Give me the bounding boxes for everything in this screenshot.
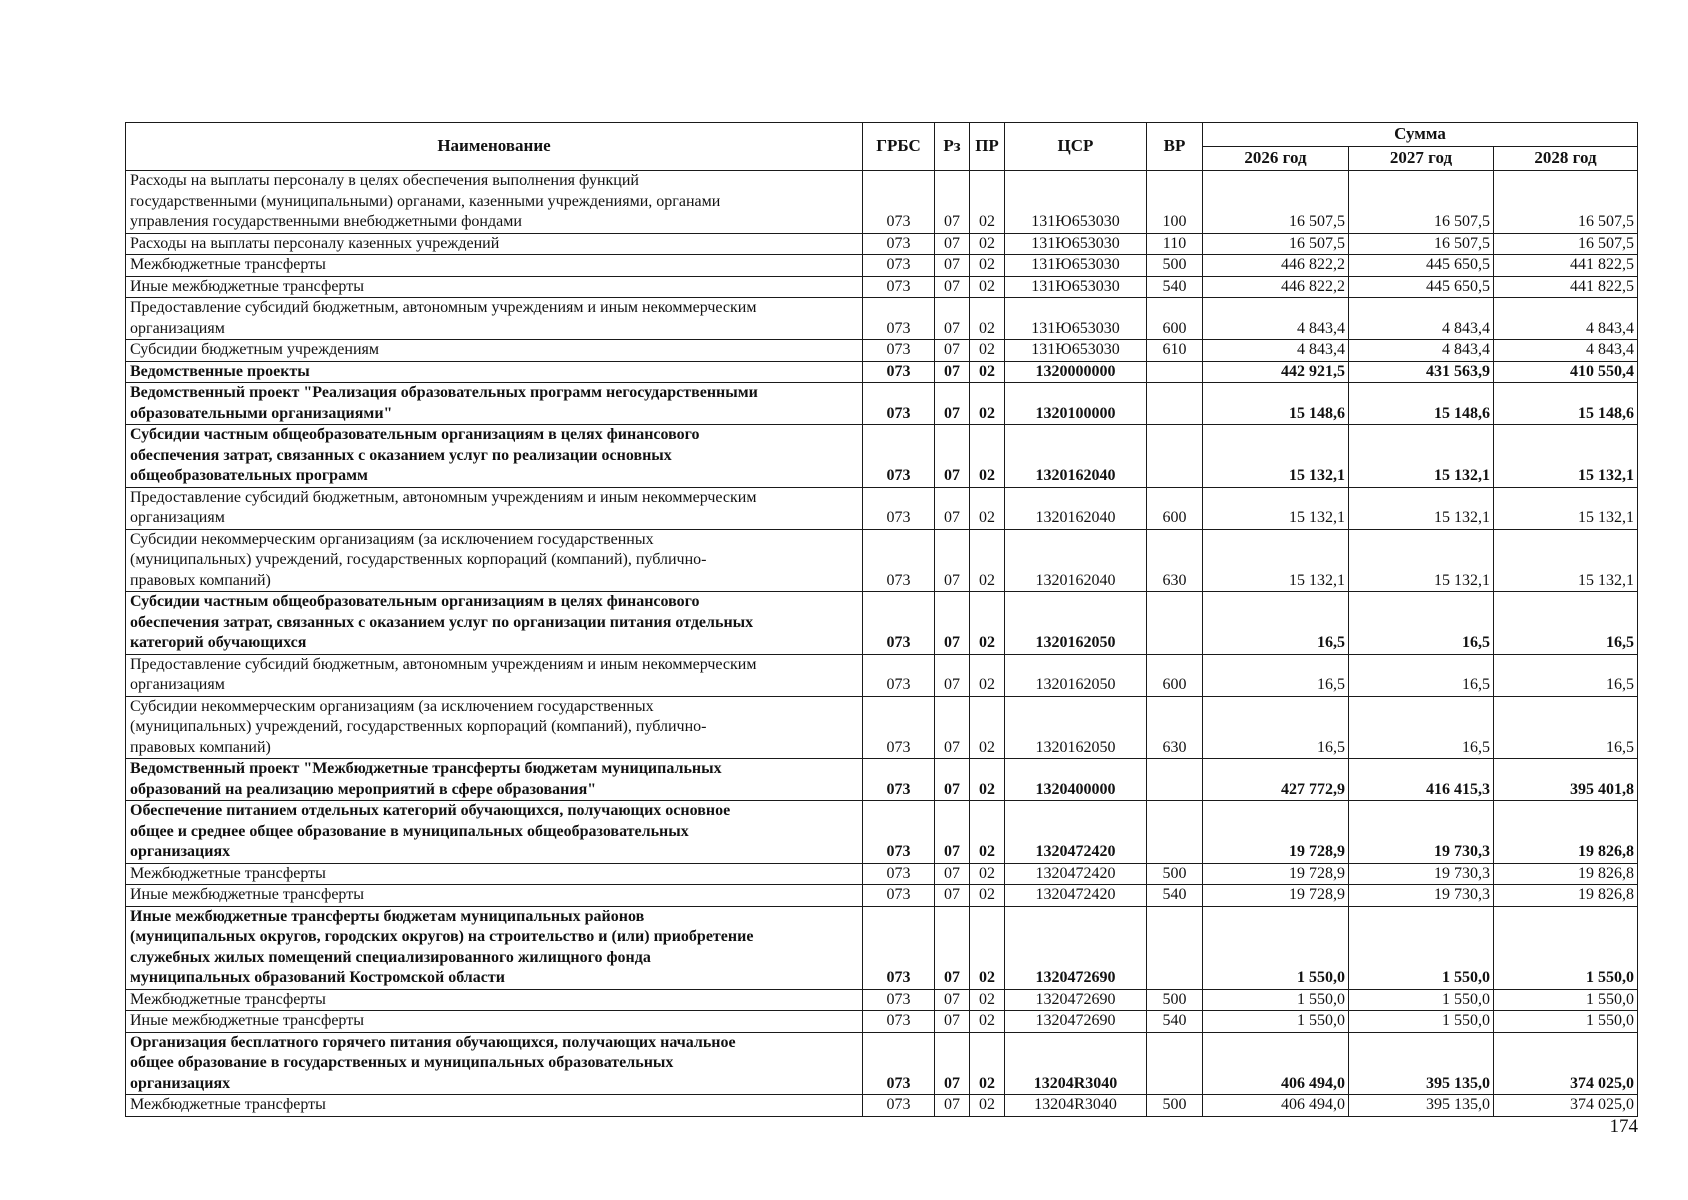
cell-2027: 15 148,6 [1349, 383, 1494, 425]
cell-rz: 07 [935, 863, 970, 885]
cell-name: Организация бесплатного горячего питания обучающихся, получающих начальное общее образование в государственных и муниципальных образовательных организациях [126, 1032, 863, 1095]
cell-name: Субсидии частным общеобразовательным организациям в целях финансового обеспечения затрат, связанных с оказанием услуг по реализации основных общеобразовательных программ [126, 425, 863, 488]
cell-grbs: 073 [863, 759, 935, 801]
cell-csr: 1320162050 [1005, 592, 1147, 655]
cell-csr: 131Ю653030 [1005, 255, 1147, 277]
cell-vr [1147, 425, 1203, 488]
cell-2027: 1 550,0 [1349, 989, 1494, 1011]
cell-csr: 13204R3040 [1005, 1095, 1147, 1117]
cell-2028: 441 822,5 [1494, 255, 1638, 277]
cell-vr: 600 [1147, 298, 1203, 340]
cell-vr: 600 [1147, 654, 1203, 696]
cell-2028: 19 826,8 [1494, 885, 1638, 907]
cell-name: Иные межбюджетные трансферты [126, 885, 863, 907]
cell-grbs: 073 [863, 1032, 935, 1095]
cell-rz: 07 [935, 592, 970, 655]
cell-2028: 19 826,8 [1494, 801, 1638, 864]
cell-csr: 1320400000 [1005, 759, 1147, 801]
cell-vr: 540 [1147, 885, 1203, 907]
cell-2028: 15 132,1 [1494, 487, 1638, 529]
header-pr: ПР [970, 123, 1005, 171]
cell-rz: 07 [935, 1095, 970, 1117]
cell-rz: 07 [935, 885, 970, 907]
cell-name: Иные межбюджетные трансферты [126, 276, 863, 298]
cell-pr: 02 [970, 425, 1005, 488]
header-csr: ЦСР [1005, 123, 1147, 171]
table-row [126, 906, 1638, 989]
cell-vr: 500 [1147, 863, 1203, 885]
cell-2027: 16,5 [1349, 696, 1494, 759]
table-row [126, 592, 1638, 655]
cell-2027: 16 507,5 [1349, 171, 1494, 234]
cell-name: Субсидии бюджетным учреждениям [126, 340, 863, 362]
cell-csr: 131Ю653030 [1005, 171, 1147, 234]
header-2026: 2026 год [1203, 147, 1349, 171]
cell-pr: 02 [970, 801, 1005, 864]
cell-2027: 445 650,5 [1349, 276, 1494, 298]
cell-2027: 19 730,3 [1349, 863, 1494, 885]
cell-vr: 500 [1147, 255, 1203, 277]
cell-grbs: 073 [863, 885, 935, 907]
cell-2028: 16 507,5 [1494, 171, 1638, 234]
cell-rz: 07 [935, 298, 970, 340]
cell-2026: 4 843,4 [1203, 298, 1349, 340]
table-row [126, 801, 1638, 864]
cell-pr: 02 [970, 906, 1005, 989]
cell-csr: 1320472420 [1005, 863, 1147, 885]
cell-2026: 16 507,5 [1203, 171, 1349, 234]
cell-rz: 07 [935, 361, 970, 383]
cell-csr: 1320472690 [1005, 989, 1147, 1011]
cell-2026: 15 132,1 [1203, 487, 1349, 529]
cell-2026: 16,5 [1203, 654, 1349, 696]
cell-vr: 540 [1147, 1011, 1203, 1033]
table-row [126, 276, 1638, 298]
cell-csr: 131Ю653030 [1005, 233, 1147, 255]
cell-2026: 446 822,2 [1203, 276, 1349, 298]
cell-csr: 1320162040 [1005, 487, 1147, 529]
cell-csr: 131Ю653030 [1005, 276, 1147, 298]
cell-2027: 1 550,0 [1349, 906, 1494, 989]
cell-rz: 07 [935, 171, 970, 234]
cell-vr: 630 [1147, 529, 1203, 592]
cell-rz: 07 [935, 276, 970, 298]
cell-grbs: 073 [863, 654, 935, 696]
cell-2026: 16 507,5 [1203, 233, 1349, 255]
table-row [126, 383, 1638, 425]
table-body [126, 171, 1638, 1117]
cell-rz: 07 [935, 801, 970, 864]
cell-2026: 4 843,4 [1203, 340, 1349, 362]
cell-rz: 07 [935, 906, 970, 989]
cell-grbs: 073 [863, 989, 935, 1011]
header-sum: Сумма [1203, 123, 1638, 147]
table-row [126, 1095, 1638, 1117]
cell-name: Субсидии некоммерческим организациям (за исключением государственных (муниципальных) учреждений, государственных корпораций (компаний), публично- правовых компаний) [126, 529, 863, 592]
cell-grbs: 073 [863, 696, 935, 759]
cell-name: Ведомственный проект "Реализация образовательных программ негосударственными образовательными организациями" [126, 383, 863, 425]
cell-name: Межбюджетные трансферты [126, 255, 863, 277]
cell-vr: 500 [1147, 989, 1203, 1011]
table-header [126, 123, 1638, 171]
cell-2026: 19 728,9 [1203, 801, 1349, 864]
table-row [126, 885, 1638, 907]
cell-name: Расходы на выплаты персоналу в целях обеспечения выполнения функций государственными (муниципальными) органами, казенными учреждениями, органами управления государственными внебюджетными фондами [126, 171, 863, 234]
cell-2026: 427 772,9 [1203, 759, 1349, 801]
cell-2026: 446 822,2 [1203, 255, 1349, 277]
table-row [126, 487, 1638, 529]
cell-name: Ведомственный проект "Межбюджетные трансферты бюджетам муниципальных образований на реализацию мероприятий в сфере образования" [126, 759, 863, 801]
cell-rz: 07 [935, 1011, 970, 1033]
cell-grbs: 073 [863, 487, 935, 529]
cell-vr [1147, 906, 1203, 989]
cell-rz: 07 [935, 529, 970, 592]
cell-rz: 07 [935, 989, 970, 1011]
budget-table [125, 122, 1638, 1117]
table-row [126, 425, 1638, 488]
cell-rz: 07 [935, 487, 970, 529]
cell-grbs: 073 [863, 906, 935, 989]
cell-pr: 02 [970, 383, 1005, 425]
cell-2028: 16 507,5 [1494, 233, 1638, 255]
cell-2028: 441 822,5 [1494, 276, 1638, 298]
cell-2026: 19 728,9 [1203, 863, 1349, 885]
cell-2027: 19 730,3 [1349, 801, 1494, 864]
cell-pr: 02 [970, 863, 1005, 885]
cell-2027: 16,5 [1349, 654, 1494, 696]
cell-name: Межбюджетные трансферты [126, 863, 863, 885]
cell-grbs: 073 [863, 361, 935, 383]
cell-name: Межбюджетные трансферты [126, 1095, 863, 1117]
cell-2026: 19 728,9 [1203, 885, 1349, 907]
cell-name: Предоставление субсидий бюджетным, автономным учреждениям и иным некоммерческим организациям [126, 487, 863, 529]
cell-csr: 1320472420 [1005, 885, 1147, 907]
table-row [126, 529, 1638, 592]
cell-pr: 02 [970, 233, 1005, 255]
cell-rz: 07 [935, 696, 970, 759]
cell-rz: 07 [935, 383, 970, 425]
cell-2028: 15 132,1 [1494, 529, 1638, 592]
cell-grbs: 073 [863, 340, 935, 362]
table-row [126, 989, 1638, 1011]
cell-vr: 100 [1147, 171, 1203, 234]
cell-2028: 15 148,6 [1494, 383, 1638, 425]
cell-name: Субсидии некоммерческим организациям (за исключением государственных (муниципальных) учреждений, государственных корпораций (компаний), публично- правовых компаний) [126, 696, 863, 759]
cell-vr: 110 [1147, 233, 1203, 255]
cell-vr [1147, 1032, 1203, 1095]
cell-vr: 630 [1147, 696, 1203, 759]
cell-rz: 07 [935, 654, 970, 696]
cell-vr: 600 [1147, 487, 1203, 529]
cell-grbs: 073 [863, 383, 935, 425]
table-row [126, 233, 1638, 255]
cell-2028: 15 132,1 [1494, 425, 1638, 488]
cell-pr: 02 [970, 298, 1005, 340]
cell-2027: 15 132,1 [1349, 529, 1494, 592]
cell-2028: 1 550,0 [1494, 1011, 1638, 1033]
cell-rz: 07 [935, 759, 970, 801]
header-2027: 2027 год [1349, 147, 1494, 171]
cell-2026: 1 550,0 [1203, 989, 1349, 1011]
cell-vr [1147, 361, 1203, 383]
cell-grbs: 073 [863, 1095, 935, 1117]
cell-2027: 19 730,3 [1349, 885, 1494, 907]
cell-2028: 4 843,4 [1494, 298, 1638, 340]
cell-csr: 1320000000 [1005, 361, 1147, 383]
cell-pr: 02 [970, 340, 1005, 362]
cell-grbs: 073 [863, 276, 935, 298]
cell-csr: 13204R3040 [1005, 1032, 1147, 1095]
cell-2027: 4 843,4 [1349, 340, 1494, 362]
cell-2027: 15 132,1 [1349, 425, 1494, 488]
cell-csr: 1320472690 [1005, 1011, 1147, 1033]
cell-2027: 16 507,5 [1349, 233, 1494, 255]
table-row [126, 171, 1638, 234]
cell-2027: 431 563,9 [1349, 361, 1494, 383]
cell-2028: 374 025,0 [1494, 1095, 1638, 1117]
cell-2028: 1 550,0 [1494, 989, 1638, 1011]
cell-grbs: 073 [863, 801, 935, 864]
page-number: 174 [1609, 1116, 1638, 1137]
cell-grbs: 073 [863, 529, 935, 592]
cell-rz: 07 [935, 255, 970, 277]
cell-2028: 410 550,4 [1494, 361, 1638, 383]
table-row [126, 863, 1638, 885]
cell-name: Ведомственные проекты [126, 361, 863, 383]
header-rz: Рз [935, 123, 970, 171]
header-2028: 2028 год [1494, 147, 1638, 171]
cell-rz: 07 [935, 340, 970, 362]
cell-grbs: 073 [863, 233, 935, 255]
table-row [126, 696, 1638, 759]
table-row [126, 759, 1638, 801]
cell-2026: 16,5 [1203, 592, 1349, 655]
cell-pr: 02 [970, 1032, 1005, 1095]
cell-2027: 395 135,0 [1349, 1095, 1494, 1117]
cell-pr: 02 [970, 989, 1005, 1011]
cell-rz: 07 [935, 233, 970, 255]
header-vr: ВР [1147, 123, 1203, 171]
cell-2027: 1 550,0 [1349, 1011, 1494, 1033]
cell-2028: 1 550,0 [1494, 906, 1638, 989]
cell-grbs: 073 [863, 255, 935, 277]
cell-pr: 02 [970, 885, 1005, 907]
cell-2027: 395 135,0 [1349, 1032, 1494, 1095]
cell-name: Предоставление субсидий бюджетным, автономным учреждениям и иным некоммерческим организациям [126, 298, 863, 340]
cell-csr: 1320162040 [1005, 529, 1147, 592]
cell-vr [1147, 759, 1203, 801]
table-row [126, 255, 1638, 277]
cell-pr: 02 [970, 759, 1005, 801]
cell-2027: 416 415,3 [1349, 759, 1494, 801]
cell-name: Иные межбюджетные трансферты [126, 1011, 863, 1033]
cell-grbs: 073 [863, 171, 935, 234]
cell-2028: 19 826,8 [1494, 863, 1638, 885]
header-grbs: ГРБС [863, 123, 935, 171]
table-row [126, 340, 1638, 362]
cell-2026: 15 132,1 [1203, 529, 1349, 592]
cell-vr [1147, 801, 1203, 864]
cell-pr: 02 [970, 696, 1005, 759]
cell-pr: 02 [970, 361, 1005, 383]
cell-csr: 1320472420 [1005, 801, 1147, 864]
cell-2027: 445 650,5 [1349, 255, 1494, 277]
header-name: Наименование [126, 123, 863, 171]
cell-pr: 02 [970, 654, 1005, 696]
cell-csr: 1320162050 [1005, 696, 1147, 759]
cell-name: Межбюджетные трансферты [126, 989, 863, 1011]
cell-grbs: 073 [863, 1011, 935, 1033]
cell-pr: 02 [970, 255, 1005, 277]
table-row [126, 1011, 1638, 1033]
cell-csr: 1320162050 [1005, 654, 1147, 696]
cell-2026: 15 132,1 [1203, 425, 1349, 488]
cell-name: Предоставление субсидий бюджетным, автономным учреждениям и иным некоммерческим организациям [126, 654, 863, 696]
cell-csr: 1320162040 [1005, 425, 1147, 488]
cell-2026: 1 550,0 [1203, 1011, 1349, 1033]
cell-2028: 16,5 [1494, 592, 1638, 655]
cell-2027: 4 843,4 [1349, 298, 1494, 340]
cell-2026: 15 148,6 [1203, 383, 1349, 425]
cell-2028: 16,5 [1494, 654, 1638, 696]
cell-rz: 07 [935, 1032, 970, 1095]
table-row [126, 361, 1638, 383]
cell-2028: 374 025,0 [1494, 1032, 1638, 1095]
cell-pr: 02 [970, 592, 1005, 655]
cell-csr: 131Ю653030 [1005, 340, 1147, 362]
cell-2027: 15 132,1 [1349, 487, 1494, 529]
table-row [126, 654, 1638, 696]
cell-vr: 610 [1147, 340, 1203, 362]
cell-pr: 02 [970, 1011, 1005, 1033]
cell-pr: 02 [970, 276, 1005, 298]
cell-2028: 395 401,8 [1494, 759, 1638, 801]
cell-name: Иные межбюджетные трансферты бюджетам муниципальных районов (муниципальных округов, городских округов) на строительство и (или) приобретение служебных жилых помещений специализированного жилищного фонда муниципальных образований Костромской области [126, 906, 863, 989]
cell-vr: 500 [1147, 1095, 1203, 1117]
cell-pr: 02 [970, 487, 1005, 529]
cell-name: Субсидии частным общеобразовательным организациям в целях финансового обеспечения затрат, связанных с оказанием услуг по организации питания отдельных категорий обучающихся [126, 592, 863, 655]
cell-name: Обеспечение питанием отдельных категорий обучающихся, получающих основное общее и среднее общее образование в муниципальных общеобразовательных организациях [126, 801, 863, 864]
cell-2028: 4 843,4 [1494, 340, 1638, 362]
cell-2028: 16,5 [1494, 696, 1638, 759]
cell-2026: 406 494,0 [1203, 1095, 1349, 1117]
table-row [126, 1032, 1638, 1095]
cell-csr: 1320100000 [1005, 383, 1147, 425]
cell-2027: 16,5 [1349, 592, 1494, 655]
cell-vr: 540 [1147, 276, 1203, 298]
cell-2026: 406 494,0 [1203, 1032, 1349, 1095]
cell-2026: 1 550,0 [1203, 906, 1349, 989]
cell-2026: 442 921,5 [1203, 361, 1349, 383]
cell-vr [1147, 383, 1203, 425]
cell-grbs: 073 [863, 863, 935, 885]
cell-rz: 07 [935, 425, 970, 488]
cell-pr: 02 [970, 529, 1005, 592]
cell-pr: 02 [970, 171, 1005, 234]
cell-2026: 16,5 [1203, 696, 1349, 759]
cell-name: Расходы на выплаты персоналу казенных учреждений [126, 233, 863, 255]
table-row [126, 298, 1638, 340]
cell-grbs: 073 [863, 298, 935, 340]
cell-csr: 1320472690 [1005, 906, 1147, 989]
cell-vr [1147, 592, 1203, 655]
cell-grbs: 073 [863, 425, 935, 488]
cell-pr: 02 [970, 1095, 1005, 1117]
cell-csr: 131Ю653030 [1005, 298, 1147, 340]
cell-grbs: 073 [863, 592, 935, 655]
